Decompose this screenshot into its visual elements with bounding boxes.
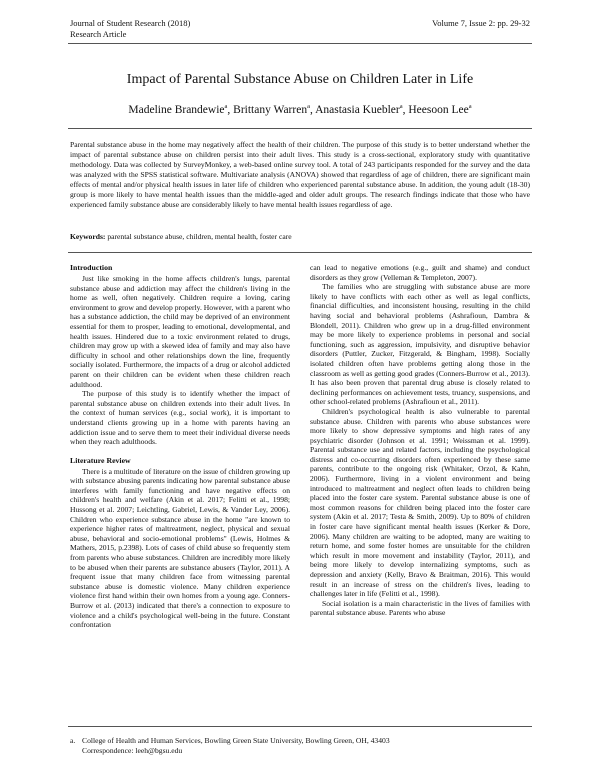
keywords: [70, 232, 530, 242]
paragraph: The purpose of this study is to identify whether the impact of parental substance abuse on children extends into their adult lives. In the context of human services (e.g., social work), it is important to understand clients growing up in a home with parents having an addiction issue and to serve them to meet their individual diverse needs when they reach adulthoods.: [70, 389, 290, 447]
abstract-text: Parental substance abuse in the home may negatively affect the health of their children. The purpose of this study is to better understand whether the impact of parental substance abuse on children persist into their adult lives. This study is a cross-sectional, exploratory study with quantitative methodology. Data was collected by SurveyMonkey, a web-based online survey tool. A total of 243 participants responded for the survey and the data was analyzed with the SPSS statistical software. Multivariate analysis (ANOVA) showed that regardless of age of children, there are significant main effects of mental and/or physical health issues in later life of children who experienced parental substance abuse. In addition, the young adult (18-30) group is more likely to have mental health issues than the middle-aged and older adult groups. The research findings indicate that those who have experienced family substance abuse are considerably likely to have mental health issues regardless of age.: [70, 140, 530, 209]
literature-review-heading: Literature Review: [70, 455, 131, 465]
footnote-correspondence: Correspondence: leeh@bgsu.edu: [82, 746, 183, 755]
paragraph: Children's psychological health is also vulnerable to parental substance abuse. Children with parents who abuse substances were more likely to show depressive symptoms and high rates of any psychiatric disorder (Johnson et al. 1991; Weissman et al. 1999). Parental substance use and related factors, including the psychological distress and co-occurring disorders often experienced by these same parents, contribute to the ongoing risk (Whitaker, Orzol, & Kahn, 2006). Furthermore, living in a violent environment and being introduced to maltreatment and neglect often leads to children being placed into the foster care system. Parental substance abuse is one of most common reasons for children being placed into the foster care system (Akin et al. 2017; Testa & Smith, 2009). Up to 80% of children in foster care have significant mental health issues (Kerker & Dore, 2006). Many children are waiting to be adopted, many are waiting to return home, and some foster homes are unsuitable for the children which result in more movement and instability (Taylor, 2011), and being more likely to develop internalizing symptoms, such as depression and anxiety (Kelly, Bravo & Braitman, 2016). This would result in an increase of stress on the children's lives, leading to challenges later in life (Felitti et al., 1998).: [310, 406, 530, 599]
volume-header: [432, 18, 530, 29]
footnote-affiliation: College of Health and Human Services, Bowling Green State University, Bowling Green, OH, 43403: [82, 736, 390, 745]
abstract-bottom-rule: [68, 252, 532, 253]
paragraph: The families who are struggling with substance abuse are more likely to have conflicts with each other as well as legal conflicts, financial difficulties, and inconsistent housing, resulting in the child having social and behavioral problems (Ashrafioun, Dambra & Blondell, 2011). Children who grew up in a drug-filled environment may be more likely to experience problems in personal and social functioning, such as aggression, impulsivity, and disruptive behavior disorders (Puttler, Zucker, Fitzgerald, & Bingham, 1998). Socially isolated children often have problems getting along those in the classroom as well as getting good grades (Conners-Burrow et al., 2013). It has also been proven that parental drug abuse is closely related to declining performances on achievement tests, truancy, suspensions, and other school-related problems (Ashrafioun et al., 2011).: [310, 282, 530, 407]
footnote-rule: [68, 726, 532, 727]
author-name: Madeline Brandewie: [128, 103, 225, 116]
author-affiliation-mark: a: [399, 103, 403, 110]
journal-name: Journal of Student Research (2018): [70, 18, 191, 28]
header-rule: [68, 43, 532, 44]
footnote-label: a.: [70, 736, 76, 745]
author-separator: ,: [309, 103, 316, 116]
author-affiliation-mark: a: [468, 103, 472, 110]
author-separator: ,: [402, 103, 409, 116]
paragraph: There is a multitude of literature on the issue of children growing up with substance abusing parents indicating how parental substance abuse interferes with family functioning and have negative effects on children's health and welfare (Akin et al. 2017; Felitti et al., 1998; Hussong et al. 2007; Leichtling, Gabriel, Lewis, & Vander Ley, 2006). Children who experience substance abuse in the home "are known to experience higher rates of maltreatment, neglect, physical and sexual abuse, behavioral and socio-emotional problems" (Lewis, Holmes & Mathers, 2015, p.2398). Lots of cases of child abuse so frequently stem from parents who abuse substances. Children are incredibly more likely to be abused when their parents are substance abusers (Taylor, 2011). A frequent issue that many children face from witnessing parental substance abuse is domestic violence. Many children experience violence first hand within their own homes from a young age. Conners-Burrow et al. (2013) indicated that there's a connection to exposure to violence and a child's psychological well-being in the future. Constant confrontation: [70, 466, 290, 630]
journal-header: [70, 18, 190, 39]
section-gap: [70, 447, 290, 456]
volume-issue-pages: Volume 7, Issue 2: pp. 29-32: [432, 18, 530, 28]
left-column: [70, 263, 290, 630]
article-type: Research Article: [70, 28, 127, 39]
paragraph: can lead to negative emotions (e.g., guilt and shame) and conduct disorders as they grow (Velleman & Templeton, 2007).: [310, 263, 530, 282]
article-title: Impact of Parental Substance Abuse on Children Later in Life: [126, 72, 474, 87]
right-column: [310, 263, 530, 618]
author-list: [0, 100, 600, 117]
keywords-label: Keywords:: [70, 232, 106, 241]
paragraph: Just like smoking in the home affects children's lungs, parental substance abuse and addiction may affect the children's living in the home as well, often negatively. Children require a loving, caring environment to grow and develop properly. However, with a parent who has a substance addiction, the child may be deprived of an environment essential for them to prosper, leading to emotional, developmental, and health issues. Hindered due to a toxic environment related to drugs, children may grow up with a skewed idea of family and may also have difficulty in school and other relationships down the line, frequently socially isolated. Furthermore, the impacts of a drug or alcohol addicted parent on their children can be evident when these children reach adulthood.: [70, 274, 290, 389]
paragraph: Social isolation is a main characteristic in the lives of families with parental substance abuse. Parents who abuse: [310, 598, 530, 618]
footnote: [70, 736, 540, 756]
author-affiliation-mark: a: [224, 103, 228, 110]
author-name: Brittany Warren: [233, 103, 308, 116]
author-name: Heesoon Lee: [408, 103, 469, 116]
author-affiliation-mark: a: [307, 103, 310, 110]
introduction-heading: Introduction: [70, 263, 113, 272]
author-name: Anastasia Kuebler: [315, 103, 400, 116]
abstract-top-rule: [68, 128, 532, 129]
keywords-text: parental substance abuse, children, mental health, foster care: [105, 232, 292, 241]
author-separator: ,: [227, 103, 234, 116]
